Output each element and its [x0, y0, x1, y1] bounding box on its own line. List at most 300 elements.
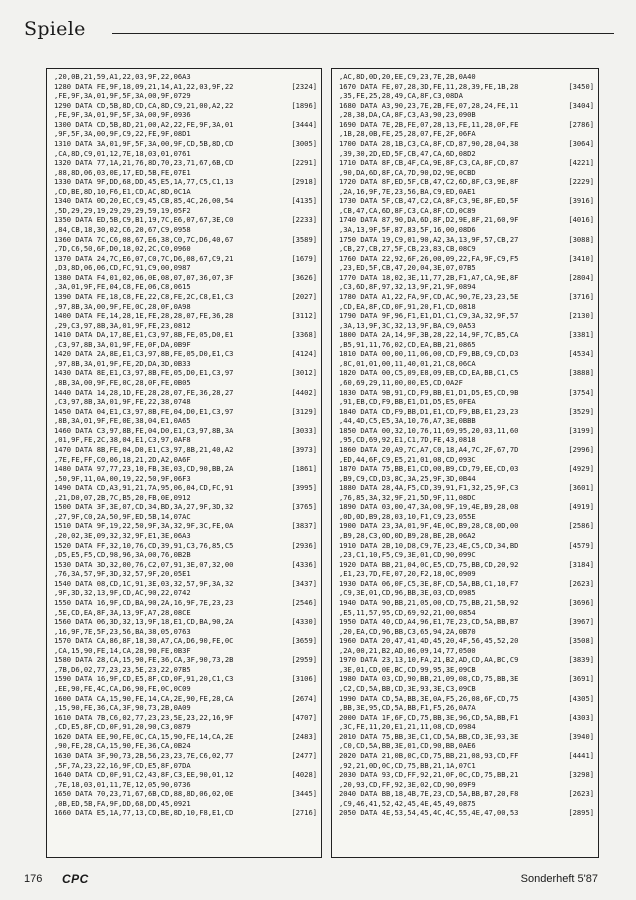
checksum: [4579] — [568, 540, 594, 550]
listing-line — [339, 636, 594, 646]
code-text: 1880 DATA 28,4A,F5,CD,39,91,F1,32,25,9F,C3 — [339, 483, 519, 493]
code-text: 1380 DATA F4,01,02,06,0E,08,07,07,36,07,3F — [54, 272, 234, 282]
checksum: [2804] — [568, 272, 594, 282]
code-text: ,CA,15,90,FE,14,CA,28,90,FE,0B3F — [54, 645, 191, 655]
checksum: [2936] — [291, 540, 317, 550]
code-text: ,3A,13,9F,5F,87,83,5F,16,00,08D6 — [339, 225, 476, 234]
code-text: 1420 DATA 2A,8E,E1,C3,97,8B,FE,05,D0,E1,C3 — [54, 349, 234, 359]
code-text: ,C2,CD,5A,BB,CD,3E,93,3E,C3,09CB — [339, 684, 476, 693]
code-text: 1860 DATA 20,A9,7C,A7,C0,18,A4,7C,2F,67,7D — [339, 444, 519, 454]
code-text: 1950 DATA 40,CD,A4,96,E1,7E,23,CD,5A,BB,B7 — [339, 617, 519, 627]
listing-lines-left — [54, 72, 317, 818]
page-header — [24, 18, 614, 42]
listing-line — [339, 493, 594, 503]
listing-line — [54, 445, 317, 455]
listing-line — [54, 397, 317, 407]
checksum: [3765] — [291, 502, 317, 512]
checksum: [3184] — [568, 559, 594, 569]
code-text: 1580 DATA 28,CA,15,90,FE,36,CA,3F,90,73,2B — [54, 655, 234, 665]
code-text: ,D3,8D,06,06,CD,FC,91,C9,00,0987 — [54, 263, 191, 273]
listing-line — [54, 684, 317, 694]
checksum: [2130] — [568, 311, 594, 321]
listing-line — [339, 455, 594, 465]
code-text: 1960 DATA 20,47,41,4D,45,20,4F,56,45,52,20 — [339, 636, 519, 646]
code-text: 1540 DATA 08,CD,1C,91,3E,03,32,57,9F,3A,32 — [54, 578, 234, 588]
code-text: ,FE,9F,3A,01,9F,5F,3A,00,9F,0729 — [54, 91, 191, 101]
listing-line — [54, 780, 317, 790]
listing-line — [54, 531, 317, 541]
code-text: 1570 DATA CA,86,8F,18,30,A7,CA,D6,90,FE,0C — [54, 636, 234, 646]
code-text: 2010 DATA 75,BB,3E,C1,CD,5A,BB,CD,3E,93,3E — [339, 731, 519, 741]
code-text: ,28,38,DA,CA,8F,C3,A3,90,23,090B — [339, 110, 476, 120]
issue-label: Sonderheft 5'87 — [520, 873, 598, 885]
listing-line — [54, 627, 317, 637]
listing-line — [54, 483, 317, 493]
checksum: [4124] — [291, 349, 317, 359]
code-text: ,5E,CD,EA,8F,3A,13,9F,A7,28,08CE — [54, 607, 191, 617]
code-text: ,20,0B,21,59,A1,22,03,9F,22,06A3 — [54, 72, 191, 81]
code-text: 1780 DATA A1,22,FA,9F,CD,AC,90,7E,23,23,5E — [339, 291, 519, 301]
code-text: 1410 DATA DA,17,8E,E1,C3,97,8B,FE,05,D0,E1 — [54, 330, 234, 340]
listing-line — [339, 416, 594, 426]
code-text: 1640 DATA CD,0F,91,C2,43,8F,C3,EE,90,01,12 — [54, 770, 234, 780]
listing-line — [339, 808, 594, 818]
code-text: ,97,8B,3A,01,9F,FE,2D,DA,3D,0B33 — [54, 358, 191, 368]
code-text: ,EE,90,FE,4C,CA,D6,90,FE,0C,0C09 — [54, 684, 191, 693]
listing-line — [54, 101, 317, 111]
checksum: [1896] — [291, 100, 317, 110]
code-text: 1680 DATA A3,90,23,7E,2B,FE,07,28,24,FE,11 — [339, 100, 519, 110]
checksum: [3589] — [291, 234, 317, 244]
checksum: [3888] — [568, 368, 594, 378]
listing-line — [54, 359, 317, 369]
code-text: 1350 DATA ED,5B,C9,B1,19,7C,E6,07,67,3E,C0 — [54, 215, 234, 225]
code-text: ,91,EB,CD,F9,BB,E1,D1,D5,E5,0FEA — [339, 397, 476, 407]
checksum: [2233] — [291, 215, 317, 225]
code-text: ,E1,23,7D,FE,07,20,F2,18,0C,0909 — [339, 569, 476, 579]
code-text: 1630 DATA 3F,90,73,2B,56,23,23,7E,C6,02,77 — [54, 750, 234, 760]
code-text: ,0B,ED,5B,FA,9F,DD,68,DD,45,0921 — [54, 798, 191, 808]
code-text: ,CB,47,CA,6D,8F,C3,CA,8F,CD,0C89 — [339, 205, 476, 215]
code-text: ,CD,EA,8F,CD,0F,91,20,F1,CD,0818 — [339, 301, 476, 311]
listing-line — [54, 72, 317, 82]
code-text: 1660 DATA E5,1A,77,13,CD,BE,8D,10,F8,E1,CD — [54, 808, 234, 818]
code-text: 1620 DATA EE,90,FE,0C,CA,15,90,FE,14,CA,2E — [54, 731, 234, 741]
checksum: [2324] — [291, 81, 317, 91]
code-text: 2030 DATA 93,CD,FF,92,21,0F,0C,CD,75,BB,21 — [339, 770, 519, 780]
checksum: [2546] — [291, 597, 317, 607]
listing-line — [339, 101, 594, 111]
listing-line — [54, 674, 317, 684]
checksum: [4336] — [291, 559, 317, 569]
listing-line — [339, 158, 594, 168]
listing-line — [339, 789, 594, 799]
listing-line — [339, 302, 594, 312]
listing-line — [339, 282, 594, 292]
code-text: ,97,8B,3A,00,9F,FE,0C,28,0F,0A98 — [54, 301, 191, 311]
code-text: ,3A,13,9F,3C,32,13,9F,BA,C9,0A53 — [339, 320, 476, 330]
checksum: [3716] — [568, 291, 594, 301]
magazine-logo: CPC — [62, 872, 89, 886]
code-text: 1840 DATA CD,F9,BB,D1,E1,CD,F9,BB,E1,23,23 — [339, 406, 519, 416]
listing-line — [54, 569, 317, 579]
code-text: 1550 DATA 16,9F,CD,BA,90,2A,16,9F,7E,23,23 — [54, 597, 234, 607]
listing-line — [54, 187, 317, 197]
page-number: 176 — [24, 873, 43, 885]
code-text: ,FE,9F,3A,01,9F,5F,3A,00,9F,0936 — [54, 110, 191, 120]
listing-line — [54, 139, 317, 149]
code-text: 1810 DATA 00,00,11,06,00,CD,F9,BB,C9,CD,D3 — [339, 349, 519, 359]
code-text: 1750 DATA 19,C9,01,90,A2,3A,13,9F,57,CB,27 — [339, 234, 519, 244]
listing-line — [54, 598, 317, 608]
code-text: 1470 DATA 8B,FE,04,D0,E1,C3,97,8B,21,40,A2 — [54, 444, 234, 454]
listing-line — [54, 282, 317, 292]
code-text: ,AC,8D,0D,20,EE,C9,23,7E,2B,0A40 — [339, 72, 476, 81]
code-text: ,7E,FE,FF,C0,06,18,21,2D,A2,0A6F — [54, 454, 191, 464]
checksum: [4707] — [291, 712, 317, 722]
listing-line — [339, 110, 594, 120]
listing-line — [339, 502, 594, 512]
code-text: ,B9,C9,CD,D3,8C,3A,25,9F,3D,0B44 — [339, 473, 476, 483]
code-text: ,27,9F,C0,2A,50,9F,ED,5B,14,07AC — [54, 511, 191, 521]
code-text: ,76,85,3A,32,9F,21,5D,9F,11,08DC — [339, 492, 476, 502]
listing-line — [54, 110, 317, 120]
listing-line — [54, 244, 317, 254]
checksum: [4929] — [568, 464, 594, 474]
code-text: ,23,C1,10,F5,C9,3E,01,CD,90,099C — [339, 550, 476, 560]
listing-line — [339, 684, 594, 694]
listing-line — [339, 177, 594, 187]
code-text: ,90,DA,6D,8F,CA,7D,90,D2,9E,0CBD — [339, 167, 476, 177]
code-text: ,3A,01,9F,FE,04,C8,FE,06,C8,0615 — [54, 282, 191, 292]
checksum: [4016] — [568, 215, 594, 225]
code-text: 2040 DATA BB,18,4B,7E,23,CD,5A,BB,B7,20,F8 — [339, 789, 519, 799]
code-text: ,5F,7A,23,22,16,9F,CD,E5,8F,07DA — [54, 760, 191, 770]
checksum: [2623] — [568, 578, 594, 588]
checksum: [3450] — [568, 81, 594, 91]
listing-column-right — [331, 68, 599, 858]
code-text: 1300 DATA CD,5B,8D,21,00,A2,22,FE,9F,3A,01 — [54, 119, 234, 129]
listing-line — [339, 694, 594, 704]
listing-line — [54, 636, 317, 646]
listing-line — [339, 722, 594, 732]
listing-line — [339, 340, 594, 350]
code-text: ,7D,C6,50,6F,D0,18,02,2C,C0,0960 — [54, 244, 191, 254]
code-text: ,CD,E5,8F,CD,0F,91,20,90,C3,0879 — [54, 722, 191, 732]
checksum: [3129] — [291, 406, 317, 416]
listing-line — [54, 120, 317, 130]
listing-line — [54, 579, 317, 589]
listing-line — [339, 330, 594, 340]
listing-line — [54, 254, 317, 264]
listing-line — [54, 608, 317, 618]
section-title: Spiele — [24, 18, 86, 40]
code-text: ,90,FE,28,CA,15,90,FE,36,CA,0B24 — [54, 741, 191, 751]
listing-line — [339, 474, 594, 484]
checksum: [3112] — [291, 311, 317, 321]
listing-line — [54, 550, 317, 560]
code-text: ,CD,BE,8D,10,F6,E1,CD,AC,8D,0C1A — [54, 186, 191, 196]
code-text: ,0D,0D,B9,28,03,10,F1,C9,23,055E — [339, 511, 476, 521]
listing-line — [339, 713, 594, 723]
code-text: ,3E,01,CD,0E,BC,CD,99,95,3E,09CB — [339, 664, 476, 674]
listing-line — [339, 770, 594, 780]
checksum: [3995] — [291, 483, 317, 493]
code-text: 1760 DATA 22,92,6F,26,00,09,22,FA,9F,C9,F5 — [339, 253, 519, 263]
code-text: 1700 DATA 28,1B,C3,CA,8F,CD,87,90,28,04,38 — [339, 138, 519, 148]
listing-line — [339, 263, 594, 273]
listing-line — [54, 168, 317, 178]
code-text: 1790 DATA 9F,96,F1,E1,D1,C1,C9,3A,32,9F,57 — [339, 311, 519, 321]
listing-line — [54, 225, 317, 235]
checksum: [3626] — [291, 272, 317, 282]
code-text: 1530 DATA 3D,32,00,76,C2,07,91,3E,07,32,00 — [54, 559, 234, 569]
listing-line — [54, 435, 317, 445]
code-text: 1690 DATA 7E,2B,FE,07,28,13,FE,11,28,0F,FE — [339, 119, 519, 129]
code-text: 1670 DATA FE,07,28,3D,FE,11,28,39,FE,1B,28 — [339, 81, 519, 91]
checksum: [4221] — [568, 158, 594, 168]
listing-line — [54, 407, 317, 417]
checksum: [3410] — [568, 253, 594, 263]
listing-line — [54, 455, 317, 465]
listing-line — [339, 215, 594, 225]
checksum: [3012] — [291, 368, 317, 378]
listing-line — [54, 177, 317, 187]
listing-line — [339, 445, 594, 455]
listing-line — [54, 129, 317, 139]
code-text: ,44,4D,C5,E5,3A,10,76,A7,3E,0BBB — [339, 416, 476, 426]
checksum: [4135] — [291, 196, 317, 206]
listing-line — [54, 292, 317, 302]
code-text: ,C3,97,8B,3A,01,9F,FE,0F,DA,0B9F — [54, 339, 191, 349]
listing-line — [54, 311, 317, 321]
checksum: [3659] — [291, 636, 317, 646]
code-text: ,2A,16,9F,7E,23,56,BA,C9,ED,0AE1 — [339, 186, 476, 196]
checksum: [2918] — [291, 177, 317, 187]
listing-line — [54, 330, 317, 340]
code-text: 1720 DATA 8F,ED,5F,CB,47,C2,6D,8F,C3,9E,8F — [339, 177, 519, 187]
listing-column-left — [46, 68, 322, 858]
code-text: 1290 DATA CD,5B,8D,CD,CA,8D,C9,21,00,A2,22 — [54, 100, 234, 110]
listing-line — [339, 149, 594, 159]
listing-line — [54, 493, 317, 503]
listing-line — [339, 273, 594, 283]
listing-line — [54, 349, 317, 359]
checksum: [3691] — [568, 674, 594, 684]
code-text: ,88,8D,06,03,0E,17,ED,5B,FE,07E1 — [54, 167, 191, 177]
code-text: 1390 DATA FE,18,C8,FE,22,C8,FE,2C,C8,E1,C3 — [54, 291, 234, 301]
checksum: [4330] — [291, 617, 317, 627]
listing-line — [339, 244, 594, 254]
listing-line — [54, 722, 317, 732]
listing-line — [54, 196, 317, 206]
code-text: ,8C,01,01,00,11,40,01,21,C8,06CA — [339, 358, 476, 368]
code-text: 1970 DATA 23,13,10,FA,21,B2,AD,CD,AA,BC,C9 — [339, 655, 519, 665]
listing-line — [339, 397, 594, 407]
checksum: [3381] — [568, 330, 594, 340]
code-text: 1430 DATA 8E,E1,C3,97,8B,FE,05,D0,E1,C3,97 — [54, 368, 234, 378]
code-text: 1590 DATA 16,9F,CD,E5,8F,CD,0F,91,20,C1,C3 — [54, 674, 234, 684]
code-text: 1480 DATA 97,77,23,10,FB,3E,03,CD,90,BB,2A — [54, 464, 234, 474]
checksum: [2291] — [291, 158, 317, 168]
code-text: ,8B,3A,01,9F,FE,0E,38,04,E1,0A65 — [54, 416, 191, 426]
listing-line — [54, 273, 317, 283]
listing-line — [339, 407, 594, 417]
listing-line — [339, 741, 594, 751]
checksum: [4305] — [568, 693, 594, 703]
code-text: 1400 DATA FE,14,28,1E,FE,28,28,07,FE,36,28 — [54, 311, 234, 321]
listing-line — [339, 254, 594, 264]
listing-line — [339, 139, 594, 149]
code-text: ,95,CD,69,92,E1,C1,7D,FE,43,0818 — [339, 435, 476, 445]
code-text: ,9F,5F,3A,00,9F,C9,22,FE,9F,08D1 — [54, 129, 191, 139]
checksum: [3437] — [291, 578, 317, 588]
listing-line — [339, 483, 594, 493]
listing-line — [54, 426, 317, 436]
code-text: 1560 DATA 06,3D,32,13,9F,18,E1,CD,BA,90,2A — [54, 617, 234, 627]
checksum: [4402] — [291, 387, 317, 397]
code-text: ,16,9F,7E,5F,23,56,BA,38,05,0763 — [54, 626, 191, 636]
listing-line — [339, 292, 594, 302]
listing-line — [339, 579, 594, 589]
listing-line — [54, 741, 317, 751]
listing-line — [54, 512, 317, 522]
listing-line — [339, 617, 594, 627]
code-text: 1940 DATA 90,BB,21,05,00,CD,75,BB,21,5B,92 — [339, 597, 519, 607]
listing-line — [339, 531, 594, 541]
listing-lines-right — [339, 72, 594, 818]
code-text: 1980 DATA 03,CD,90,BB,21,09,08,CD,75,BB,3E — [339, 674, 519, 684]
code-text: ,23,ED,5F,CB,47,20,04,3E,07,07B5 — [339, 263, 476, 273]
checksum: [3404] — [568, 100, 594, 110]
code-text: ,7E,18,03,01,11,7E,12,05,90,0736 — [54, 779, 191, 789]
listing-line — [339, 378, 594, 388]
listing-line — [339, 435, 594, 445]
checksum: [4534] — [568, 349, 594, 359]
listing-line — [339, 196, 594, 206]
listing-line — [339, 187, 594, 197]
listing-line — [54, 302, 317, 312]
header-rule — [112, 33, 614, 34]
listing-line — [339, 72, 594, 82]
listing-line — [339, 426, 594, 436]
listing-line — [339, 646, 594, 656]
listing-line — [54, 149, 317, 159]
listing-line — [339, 168, 594, 178]
listing-line — [339, 799, 594, 809]
code-text: 1900 DATA 23,3A,01,9F,4E,0C,B9,28,C8,0D,00 — [339, 521, 519, 531]
code-text: 1330 DATA 9F,DD,68,DD,45,E5,1A,77,C5,C1,13 — [54, 177, 234, 187]
listing-line — [339, 464, 594, 474]
code-text: 1360 DATA 7C,C6,08,67,E6,38,C0,7C,D6,40,67 — [54, 234, 234, 244]
listing-line — [54, 694, 317, 704]
checksum: [4441] — [568, 750, 594, 760]
listing-line — [339, 206, 594, 216]
listing-line — [339, 569, 594, 579]
code-text: 2050 DATA 4E,53,54,45,4C,4C,55,4E,47,00,53 — [339, 808, 519, 818]
checksum: [3837] — [291, 521, 317, 531]
listing-line — [339, 674, 594, 684]
listing-line — [54, 340, 317, 350]
listing-line — [339, 751, 594, 761]
code-text: ,20,EA,CD,96,BB,C3,65,94,2A,0B70 — [339, 626, 476, 636]
checksum: [3529] — [568, 406, 594, 416]
listing-line — [339, 761, 594, 771]
code-text: 1510 DATA 9F,19,22,50,9F,3A,32,9F,3C,FE,0A — [54, 521, 234, 531]
code-text: 1920 DATA BB,21,04,0C,E5,CD,75,BB,CD,20,92 — [339, 559, 519, 569]
checksum: [3601] — [568, 483, 594, 493]
checksum: [2586] — [568, 521, 594, 531]
listing-line — [339, 588, 594, 598]
listing-line — [339, 120, 594, 130]
listing-line — [339, 129, 594, 139]
listing-line — [339, 665, 594, 675]
code-text: ,3C,FE,11,20,E1,21,11,08,CD,0984 — [339, 722, 476, 732]
code-text: 1710 DATA 8F,CB,4F,CA,9E,8F,C3,CA,8F,CD,87 — [339, 158, 519, 168]
checksum: [3973] — [291, 444, 317, 454]
listing-line — [54, 751, 317, 761]
listing-line — [339, 512, 594, 522]
code-text: ,20,02,3E,09,32,32,9F,E1,3E,06A3 — [54, 531, 191, 540]
checksum: [3106] — [291, 674, 317, 684]
code-text: ,84,CB,18,30,02,C6,20,67,C9,0958 — [54, 225, 191, 234]
code-text: 1440 DATA 14,28,1D,FE,28,28,07,FE,36,28,27 — [54, 387, 234, 397]
listing-line — [54, 388, 317, 398]
listing-line — [339, 550, 594, 560]
code-text: 1650 DATA 70,23,71,67,6B,CD,88,8D,06,02,0E — [54, 789, 234, 799]
code-text: 1450 DATA 04,E1,C3,97,8B,FE,04,D0,E1,C3,97 — [54, 406, 234, 416]
listing-line — [54, 703, 317, 713]
code-text: ,29,C3,97,8B,3A,01,9F,FE,23,0812 — [54, 320, 191, 330]
listing-line — [339, 608, 594, 618]
code-text: ,60,69,29,11,00,00,E5,CD,0A2F — [339, 378, 463, 387]
code-text: 2020 DATA 21,0B,0C,CD,75,BB,21,08,93,CD,FF — [339, 750, 519, 760]
checksum: [3298] — [568, 770, 594, 780]
listing-line — [54, 215, 317, 225]
listing-line — [339, 91, 594, 101]
code-text: 1280 DATA FE,9F,18,09,21,14,A1,22,03,9F,22 — [54, 81, 234, 91]
code-text: ,B5,91,11,76,02,CD,EA,BB,21,0865 — [339, 339, 476, 349]
checksum: [3940] — [568, 731, 594, 741]
code-text: 1490 DATA CD,A3,91,21,7A,95,06,04,CD,FC,91 — [54, 483, 234, 493]
checksum: [3696] — [568, 597, 594, 607]
listing-line — [339, 541, 594, 551]
listing-line — [339, 349, 594, 359]
code-text: 1320 DATA 77,1A,21,76,8D,70,23,71,67,6B,CD — [54, 158, 234, 168]
listing-line — [339, 521, 594, 531]
checksum: [2229] — [568, 177, 594, 187]
code-text: ,15,90,FE,36,CA,3F,90,73,2B,0A09 — [54, 703, 191, 713]
checksum: [3839] — [568, 655, 594, 665]
listing-line — [54, 82, 317, 92]
code-text: ,1B,28,0B,FE,25,28,07,FE,2F,06FA — [339, 129, 476, 139]
code-text: 1870 DATA 75,BB,E1,CD,00,B9,CD,79,EE,CD,03 — [339, 464, 519, 474]
checksum: [4919] — [568, 502, 594, 512]
listing-line — [54, 502, 317, 512]
code-text: ,39,30,2D,ED,5F,CB,47,CA,6D,08D2 — [339, 148, 476, 158]
code-text: 1600 DATA CA,15,90,FE,14,CA,2E,90,FE,28,CA — [54, 693, 234, 703]
code-text: 2000 DATA 1F,6F,CD,75,BB,3E,96,CD,5A,BB,F1 — [339, 712, 519, 722]
listing-line — [54, 655, 317, 665]
listing-line — [54, 368, 317, 378]
code-text: ,5D,29,29,19,29,29,29,59,19,05F2 — [54, 205, 191, 215]
code-text: 1460 DATA C3,97,8B,FE,04,D0,E1,C3,97,8B,3A — [54, 425, 234, 435]
code-text: ,ED,44,6F,C9,E5,21,01,08,CD,093C — [339, 454, 476, 464]
listing-line — [339, 598, 594, 608]
code-text: 1500 DATA 3F,3E,07,CD,34,BD,3A,27,9F,3D,32 — [54, 502, 234, 512]
listing-line — [339, 235, 594, 245]
checksum: [3033] — [291, 425, 317, 435]
